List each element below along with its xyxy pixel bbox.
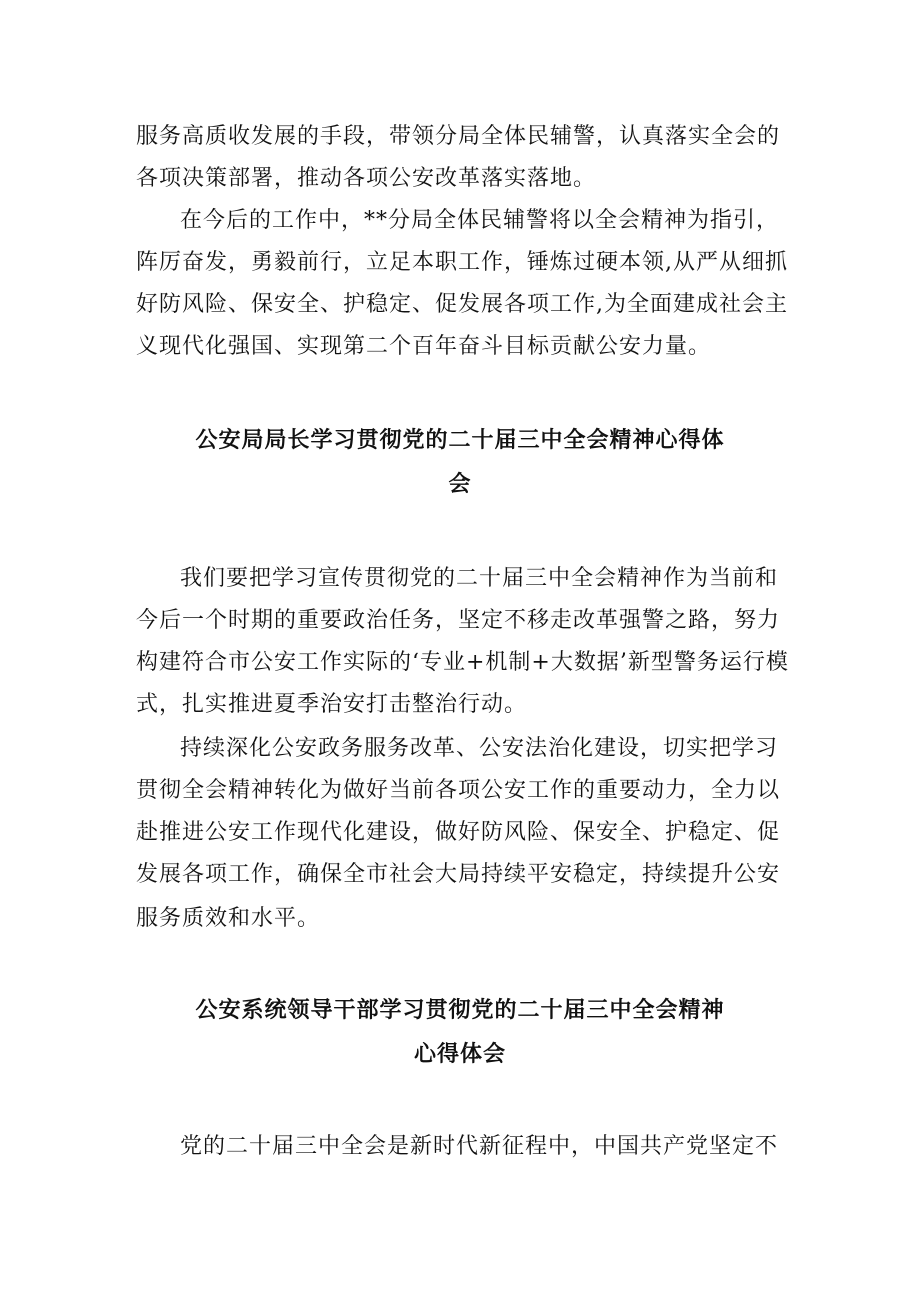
paragraph-2-line-4: 义现代化强国、实现第二个百年奋斗目标贡献公安力量。 (136, 334, 712, 359)
paragraph-4-line-1: 持续深化公安政务服务改革、公安法治化建设，切实把学习 (180, 736, 779, 761)
paragraph-4-line-5: 服务质效和水平。 (136, 906, 321, 931)
section-heading-2-line-1: 公安系统领导干部学习贯彻党的二十届三中全会精神 (195, 998, 725, 1023)
paragraph-2-line-1: 在今后的工作中，**分局全体民辅警将以全会精神为指引， (180, 208, 780, 233)
paragraph-3-line-2: 今后一个时期的重要政治任务，坚定不移走改革强警之路，努力 (136, 608, 781, 633)
paragraph-2-line-2: 阵厉奋发，勇毅前行，立足本职工作，锤炼过硬本领,从严从细抓 (136, 250, 788, 275)
section-heading-1-line-1: 公安局局长学习贯彻党的二十届三中全会精神心得体 (195, 428, 725, 453)
paragraph-3-line-4: 式，扎实推进夏季治安打击整治行动。 (136, 692, 528, 717)
paragraph-4-line-2: 贯彻全会精神转化为做好当前各项公安工作的重要动力，全力以 (136, 778, 781, 803)
paragraph-4-line-3: 赴推进公安工作现代化建设，做好防风险、保安全、护稳定、促 (136, 820, 781, 845)
paragraph-4-line-4: 发展各项工作，确保全市社会大局持续平安稳定，持续提升公安 (136, 862, 781, 887)
paragraph-1-line-1: 服务高质收发展的手段，带领分局全体民辅警，认真落实全会的 (136, 124, 781, 149)
paragraph-2-line-3: 好防风险、保安全、护稳定、促发展各项工作,为全面建成社会主 (136, 292, 788, 317)
section-heading-1-line-2: 会 (448, 472, 472, 497)
paragraph-1-line-2: 各项决策部署，推动各项公安改革落实落地。 (136, 166, 597, 191)
paragraph-3-line-3: 构建符合市公安工作实际的‘专业+机制+大数据’新型警务运行模 (136, 650, 789, 675)
paragraph-5-line-1: 党的二十届三中全会是新时代新征程中，中国共产党坚定不 (180, 1134, 779, 1159)
section-heading-2-line-2: 心得体会 (413, 1042, 506, 1067)
paragraph-3-line-1: 我们要把学习宣传贯彻党的二十届三中全会精神作为当前和 (180, 566, 779, 591)
